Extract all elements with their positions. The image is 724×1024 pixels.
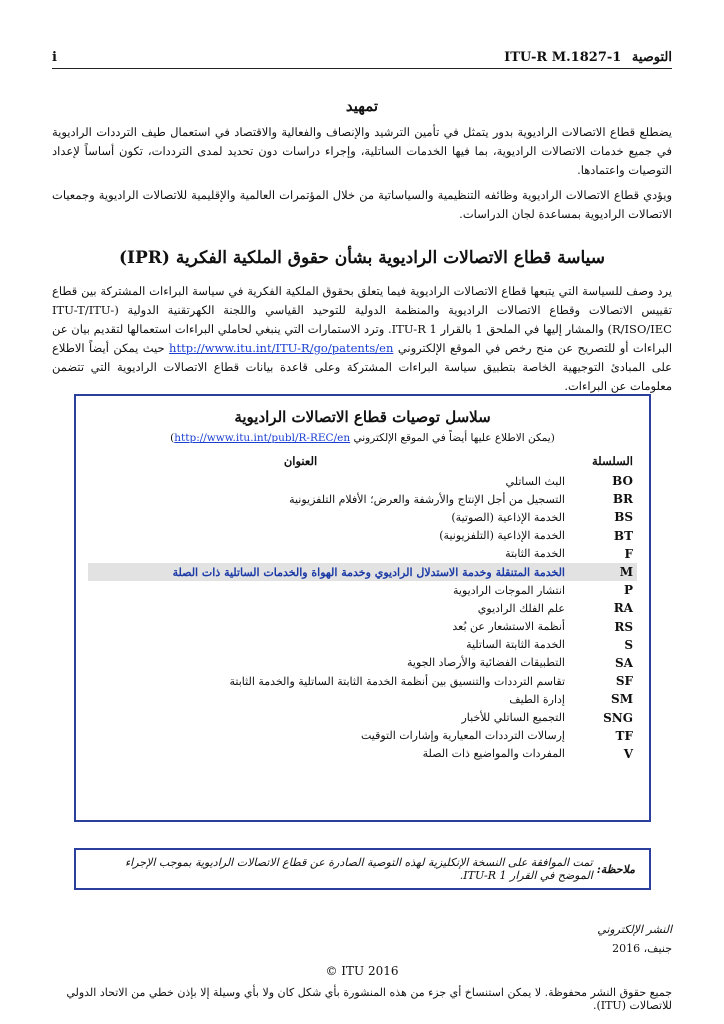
column-header-title: العنوان [283, 454, 318, 468]
series-code: SA [615, 655, 633, 670]
series-title: تقاسم الترددات والتنسيق بين أنظمة الخدمة الثابتة الساتلية والخدمة الثابتة [229, 674, 565, 688]
series-row-s [88, 636, 637, 654]
series-note-close: ) [170, 432, 175, 444]
series-code: P [623, 583, 633, 598]
series-code: BR [612, 492, 633, 507]
series-box-title: سلاسل توصيات قطاع الاتصالات الراديوية [234, 408, 491, 426]
series-code: M [569, 563, 637, 581]
page-header [52, 48, 672, 69]
series-row-v [88, 745, 637, 763]
series-title: الخدمة المتنقلة وخدمة الاستدلال الراديوي وخدمة الهواة والخدمات الساتلية ذات الصلة [88, 563, 569, 581]
series-code: SM [611, 692, 633, 707]
publication-info [597, 920, 672, 958]
series-table-header [88, 452, 637, 472]
ipr-paragraph [52, 282, 672, 396]
recommendation-series-box [74, 394, 651, 822]
series-code: RS [614, 619, 633, 634]
series-title: الخدمة الإذاعية (الصوتية) [451, 510, 565, 524]
series-note-text: (يمكن الاطلاع عليها أيضاً في الموقع الإلكتروني [353, 432, 555, 444]
series-title: انتشار الموجات الراديوية [453, 583, 565, 597]
series-row-p [88, 581, 637, 599]
rec-series-link[interactable]: http://www.itu.int/publ/R-REC/en [174, 432, 351, 444]
series-code: SF [615, 674, 633, 689]
document-page [52, 48, 673, 1012]
publication-type: النشر الإلكتروني [597, 923, 672, 936]
series-title: المفردات والمواضيع ذات الصلة [422, 747, 565, 761]
series-row-bs [88, 508, 637, 526]
series-code: BS [614, 510, 633, 525]
ipr-text-after-link: حيث يمكن أيضاً الاطلاع على المبادئ التوجيهية الخاصة بتطبيق سياسة البراءات المشتركة وعلى قاعدة بيانات قطاع الاتصالات الراديوية التي تتضمن معلومات عن البراءات. [52, 341, 672, 393]
series-title: التجميع الساتلي للأخبار [461, 711, 565, 725]
patents-link[interactable]: http://www.itu.int/ITU-R/go/patents/en [169, 341, 394, 355]
series-title: الخدمة الثابتة الساتلية [466, 638, 565, 652]
series-table-body [88, 472, 637, 763]
publication-place-date: جنيف، 2016 [612, 942, 672, 955]
recommendation-label: التوصية [631, 50, 672, 65]
page-number: i [52, 50, 57, 65]
series-row-sa [88, 654, 637, 672]
series-row-m [88, 563, 637, 581]
recommendation-code: ITU-R M.1827-1 [504, 50, 622, 65]
column-header-series: السلسلة [592, 454, 633, 468]
series-title: الخدمة الإذاعية (التلفزيونية) [439, 529, 565, 543]
series-code: S [624, 637, 633, 652]
ipr-text-before-link: يرد وصف للسياسة التي يتبعها قطاع الاتصالات الراديوية فيما يتعلق بحقوق الملكية الفكرية في سياسة البراءات المشتركة بين قطاع تقييس الاتصالات وقطاع الاتصالات الراديوية والمنظمة الدولية للتوحيد القياسي واللجنة الكهرتقنية الدولية (ITU-T/ITU-R/ISO/IEC) والمشار إليها في الملحق 1 بالقرار ITU-R 1. وترد الاستمارات التي ينبغي لحاملي البراءات استعمالها لتقديم بيان عن البراءات أو للتصريح عن منح رخص في الموقع الإلكتروني [52, 284, 673, 355]
series-title: أنظمة الاستشعار عن بُعد [452, 620, 565, 634]
ipr-title: سياسة قطاع الاتصالات الراديوية بشأن حقوق الملكية الفكرية (IPR) [118, 248, 606, 268]
recommendation-id [504, 50, 672, 65]
series-row-sng [88, 708, 637, 726]
approval-note-box [74, 848, 651, 890]
note-text: تمت الموافقة على النسخة الإنكليزية لهذه التوصية الصادرة عن قطاع الاتصالات الراديوية بموجب الإجراء الموضح في القرار ITU-R 1. [124, 856, 593, 882]
series-row-sm [88, 690, 637, 708]
series-row-bt [88, 527, 637, 545]
note-label: ملاحظة: [596, 862, 635, 876]
series-title: علم الفلك الراديوي [477, 601, 565, 615]
foreword-paragraph-2: ويؤدي قطاع الاتصالات الراديوية وظائفه التنظيمية والسياساتية من خلال المؤتمرات العالمية والإقليمية للاتصالات الراديوية وجمعيات الاتصالات الراديوية بمساعدة لجان الدراسات. [52, 188, 672, 221]
foreword-title: تمهيد [345, 97, 379, 115]
series-title: البث الساتلي [505, 474, 565, 488]
series-title: إرسالات الترددات المعيارية وإشارات التوقيت [360, 729, 565, 743]
series-row-sf [88, 672, 637, 690]
series-row-ra [88, 599, 637, 617]
series-code: F [624, 546, 633, 561]
series-code: V [623, 746, 633, 761]
series-row-bo [88, 472, 637, 490]
copyright-line: © ITU 2016 [325, 964, 399, 978]
series-box-note [88, 432, 637, 444]
series-code: BO [612, 474, 633, 489]
series-table [88, 452, 637, 763]
series-code: TF [615, 728, 633, 743]
series-title: التطبيقات الفضائية والأرصاد الجوية [407, 656, 565, 670]
series-row-br [88, 490, 637, 508]
series-code: BT [613, 528, 633, 543]
series-row-rs [88, 618, 637, 636]
series-title: التسجيل من أجل الإنتاج والأرشفة والعرض؛ الأفلام التلفزيونية [289, 492, 565, 506]
series-row-tf [88, 727, 637, 745]
series-title: الخدمة الثابتة [505, 547, 565, 561]
series-title: إدارة الطيف [509, 692, 565, 706]
rights-statement: جميع حقوق النشر محفوظة. لا يمكن استنساخ أي جزء من هذه المنشورة بأي شكل كان ولا بأي وسيلة إلا بإذن خطي من الاتحاد الدولي للاتصالات (ITU). [66, 986, 672, 1012]
series-code: SNG [603, 710, 633, 725]
series-row-f [88, 545, 637, 563]
foreword-paragraph-1: يضطلع قطاع الاتصالات الراديوية بدور يتمثل في تأمين الترشيد والإنصاف والفعالية والاقتصاد في استعمال طيف الترددات الراديوية في جميع خدمات الاتصالات الراديوية، بما فيها الخدمات الساتلية، وإجراء دراسات دون تحديد لمدى الترددات، تكون أساساً لإعداد التوصيات واعتمادها. [52, 125, 672, 177]
series-code: RA [613, 601, 633, 616]
